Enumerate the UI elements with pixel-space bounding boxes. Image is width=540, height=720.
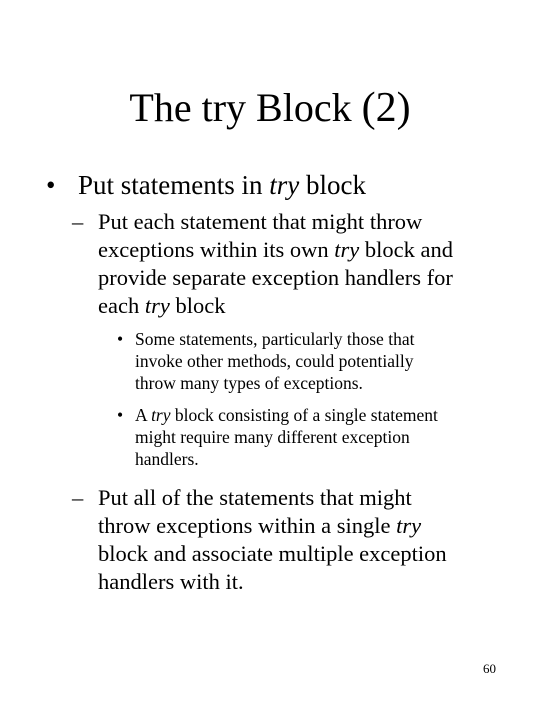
bullet-text-part: Put statements in bbox=[78, 170, 270, 200]
text-italic: try bbox=[151, 405, 171, 425]
slide-title bbox=[0, 86, 540, 130]
text-part: block consisting of a single statement bbox=[170, 405, 438, 425]
text-part: exceptions within its own bbox=[98, 237, 335, 262]
dash-marker: – bbox=[72, 209, 84, 234]
bullet-marker: • bbox=[117, 329, 124, 349]
text-line bbox=[98, 512, 447, 540]
bullet-text bbox=[78, 170, 366, 200]
slide-title-number: (2) bbox=[361, 85, 411, 131]
bullet-marker: • bbox=[46, 170, 56, 200]
sub-bullet-text bbox=[98, 208, 453, 320]
text-line: Put all of the statements that might bbox=[98, 485, 412, 510]
text-line bbox=[98, 236, 453, 264]
bullet-marker: • bbox=[117, 405, 124, 425]
text-part: throw exceptions within a single bbox=[98, 513, 397, 538]
text-line bbox=[135, 404, 438, 426]
slide-title-text: The try Block bbox=[129, 85, 362, 130]
text-line: handlers. bbox=[135, 449, 199, 469]
text-italic: try bbox=[396, 513, 422, 538]
text-line: Some statements, particularly those that bbox=[135, 329, 415, 349]
bullet-text-italic: try bbox=[269, 170, 300, 200]
text-line: might require many different exception bbox=[135, 427, 410, 447]
text-line: provide separate exception handlers for bbox=[98, 265, 453, 290]
text-line: block and associate multiple exception bbox=[98, 541, 447, 566]
dash-marker: – bbox=[72, 485, 84, 510]
text-italic: try bbox=[144, 293, 170, 318]
text-line: handlers with it. bbox=[98, 569, 244, 594]
text-part: block bbox=[169, 293, 226, 318]
sub-sub-bullet-text bbox=[135, 404, 438, 470]
text-line: invoke other methods, could potentially bbox=[135, 351, 414, 371]
text-line: throw many types of exceptions. bbox=[135, 373, 363, 393]
sub-sub-bullet-text bbox=[135, 328, 414, 394]
page-number: 60 bbox=[483, 661, 496, 676]
text-part: A bbox=[135, 405, 152, 425]
text-line bbox=[98, 292, 453, 320]
text-line: Put each statement that might throw bbox=[98, 209, 423, 234]
bullet-text-part: block bbox=[299, 170, 366, 200]
text-part: each bbox=[98, 293, 145, 318]
text-part: block and bbox=[359, 237, 453, 262]
sub-bullet-text bbox=[98, 484, 447, 596]
text-italic: try bbox=[334, 237, 360, 262]
